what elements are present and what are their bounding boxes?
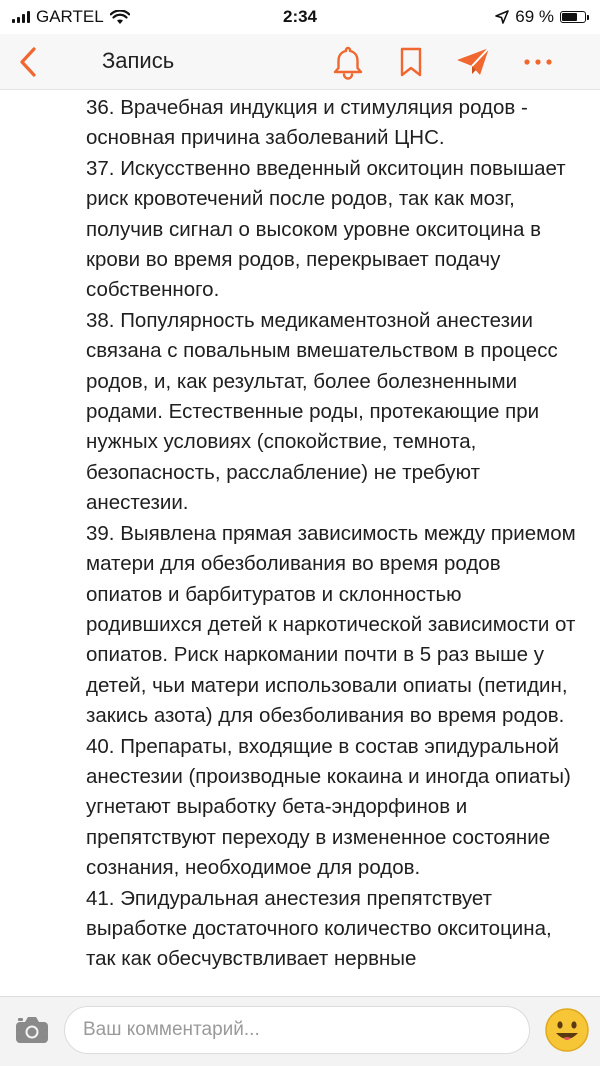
battery-level [562, 13, 577, 21]
status-left [0, 7, 130, 27]
bookmark-button[interactable] [393, 44, 429, 80]
more-button[interactable] [520, 44, 556, 80]
signal-icon [12, 11, 30, 23]
camera-icon [14, 1015, 50, 1045]
carrier-name: GARTEL [36, 7, 104, 26]
location-arrow-icon [495, 10, 509, 24]
bookmark-icon [393, 44, 429, 80]
article-body [0, 90, 600, 996]
comment-input[interactable] [64, 1006, 530, 1054]
camera-button[interactable] [14, 1015, 50, 1045]
battery-icon [560, 11, 586, 23]
bell-icon [330, 44, 366, 80]
wifi-icon [110, 10, 130, 25]
back-button[interactable] [14, 44, 44, 80]
more-icon [520, 44, 556, 80]
nav-bar [0, 34, 600, 90]
emoji-icon [544, 1007, 590, 1053]
notifications-button[interactable] [330, 44, 366, 80]
battery-percent: 69 % [515, 7, 554, 26]
back-chevron-icon [14, 44, 44, 80]
status-bar [0, 0, 600, 34]
comment-bar [0, 996, 600, 1066]
send-icon [455, 44, 491, 80]
page-title: Запись [102, 48, 175, 73]
status-time: 2:34 [282, 7, 318, 26]
emoji-button[interactable] [544, 1007, 590, 1053]
article-text: 36. Врачебная индукция и стимуляция родов - основная причина заболеваний ЦНС. 37. Искусственно введенный окситоцин повышает риск кровотечений после родов, так как мозг, получив сигнал о высоком уровне окситоцина в крови во время родов, перекрывает подачу собственного. 38. Популярность медикаментозной анестезии связана с повальным вмешательством в процесс родов, и, как результат, более болезненными родами. Естественные роды, протекающие при нужных условиях (спокойствие, темнота, безопасность, расслабление) не требуют анестезии. 39. Выявлена прямая зависимость между приемом матери для обезболивания во время родов опиатов и барбитуратов и склонностью родившихся детей к наркотической зависимости от опиатов. Риск наркомании почти в 5 раз выше у детей, чьи матери использовали опиаты (петидин, закись азота) для обезболивания во время родов. 40. Препараты, входящие в состав эпидуральной анестезии (производные кокаина и иногда опиаты) угнетают выработку бета-эндорфинов и препятствуют переходу в измененное состояние сознания, необходимое для родов. 41. Эпидуральная анестезия препятствует выработке достаточного количество окситоцина, так как обесчувствливает нервные [86, 96, 576, 971]
share-button[interactable] [455, 44, 491, 80]
status-right [495, 7, 600, 27]
